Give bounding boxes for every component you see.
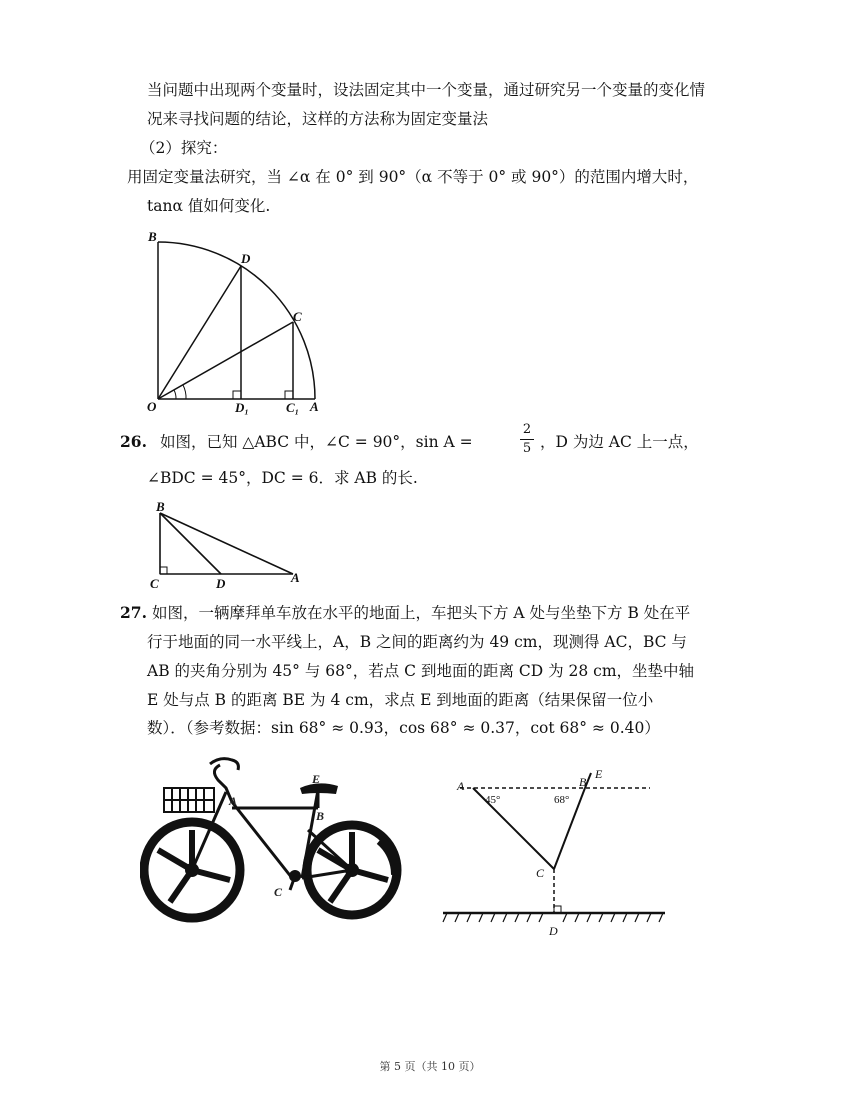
label-d: D — [216, 576, 226, 590]
label-b: B — [579, 775, 587, 789]
frame — [192, 759, 352, 878]
label-e: E — [595, 767, 603, 781]
right-angle-d1 — [233, 391, 241, 399]
basket — [164, 788, 214, 812]
angle-label-68: 68° — [554, 794, 570, 806]
bike-geometry-figure — [435, 760, 670, 940]
label-e: E — [312, 772, 321, 786]
explore-label: （2）探究： — [140, 139, 228, 157]
q27-number: 27. — [120, 603, 147, 622]
label-d: D — [241, 251, 251, 266]
q26-line-2: ∠BDC = 45°，DC = 6．求 AB 的长. — [147, 469, 418, 487]
label-a: A — [310, 399, 319, 414]
fraction-denominator: 5 — [522, 441, 532, 456]
ground-hatching — [443, 913, 663, 922]
segment-ba — [160, 513, 293, 574]
label-a: A — [229, 794, 238, 808]
angle-arc-2 — [183, 385, 186, 399]
angle-label-45: 45° — [485, 794, 501, 806]
label-c: C — [536, 866, 545, 880]
q27-line-2: 行于地面的同一水平线上，A，B 之间的距离约为 49 cm，现测得 AC，BC 与 — [147, 633, 687, 651]
label-c: C — [150, 576, 159, 590]
segment-od — [158, 266, 241, 399]
label-b: B — [156, 499, 165, 514]
q27-line-5: 数）．（参考数据：sin 68° ≈ 0.93，cos 68° ≈ 0.37，cot 68° ≈ 0.40） — [147, 719, 660, 737]
label-o: O — [147, 399, 157, 414]
explore-line-1: 用固定变量法研究，当 ∠α 在 0° 到 90°（α 不等于 0° 或 90°）的范围内增大时， — [127, 168, 699, 186]
label-c1: C₁ — [286, 400, 300, 415]
q27-line-3: AB 的夹角分别为 45° 与 68°，若点 C 到地面的距离 CD 为 28 cm，坐垫中轴 — [147, 662, 695, 680]
q26-line-1a: 如图，已知 △ABC 中，∠C = 90°，sin A = — [160, 433, 473, 451]
label-c: C — [293, 309, 302, 324]
angle-arc — [174, 390, 176, 399]
right-angle-c — [160, 567, 167, 574]
q26-line-1b: ，D 为边 AC 上一点， — [540, 433, 699, 451]
quarter-circle-figure — [140, 225, 340, 420]
arc-ba — [158, 242, 315, 399]
q26-number: 26. — [120, 432, 147, 451]
bicycle-illustration — [140, 750, 410, 940]
label-d: D — [549, 924, 558, 938]
q27-line-1: 如图，一辆摩拜单车放在水平的地面上，车把头下方 A 处与坐垫下方 B 处在平 — [152, 604, 691, 622]
intro-line-2: 况来寻找问题的结论，这样的方法称为固定变量法 — [147, 110, 489, 128]
page-footer: 第 5 页（共 10 页） — [379, 1060, 481, 1073]
label-b: B — [148, 229, 157, 244]
label-b: B — [316, 809, 325, 823]
intro-line-1: 当问题中出现两个变量时，设法固定其中一个变量，通过研究另一个变量的变化情 — [147, 81, 706, 99]
q27-line-4: E 处与点 B 的距离 BE 为 4 cm，求点 E 到地面的距离（结果保留一位小 — [147, 691, 654, 709]
segment-oc — [158, 322, 293, 399]
triangle-figure — [145, 498, 310, 590]
fraction-numerator: 2 — [520, 421, 534, 440]
crank — [289, 870, 301, 890]
label-a: A — [291, 570, 300, 585]
label-c: C — [274, 885, 283, 899]
label-a: A — [457, 779, 465, 793]
explore-line-2: tanα 值如何变化. — [147, 197, 271, 215]
segment-bd — [160, 513, 221, 574]
q26-fraction — [520, 421, 534, 458]
label-d1: D₁ — [235, 400, 249, 415]
right-angle-c1 — [285, 391, 293, 399]
